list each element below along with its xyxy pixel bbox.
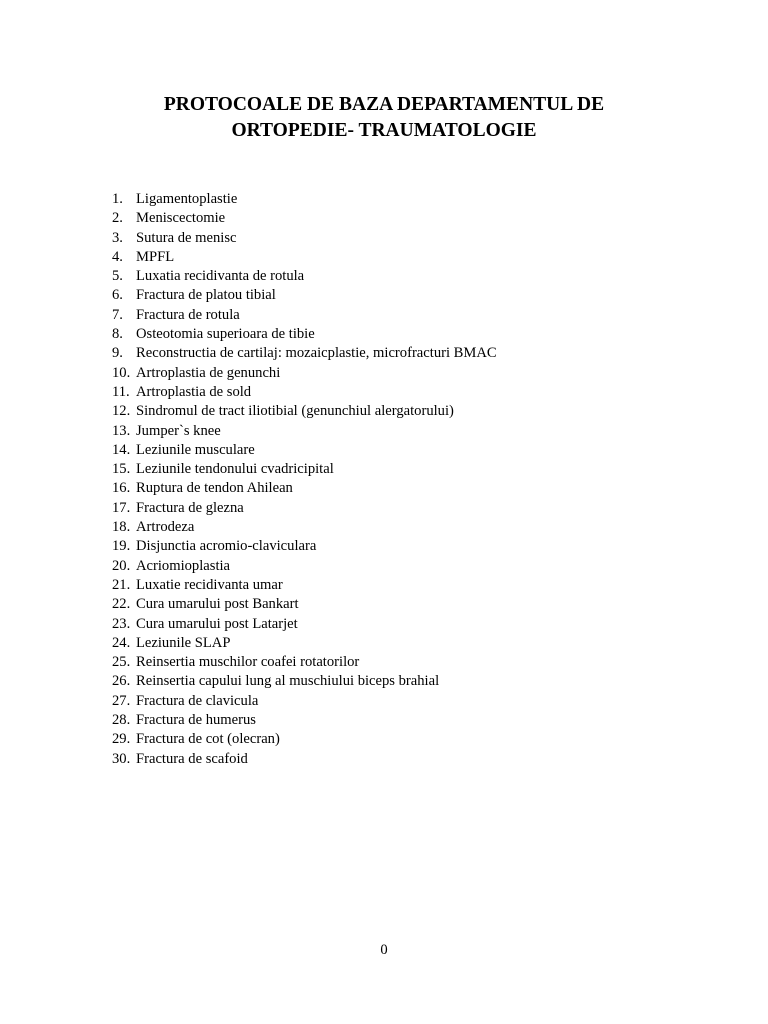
list-item [112,479,497,498]
list-item-number: 4. [112,248,123,265]
list-item-text: Fractura de clavicula [136,692,259,709]
list-item [112,267,497,286]
list-item [112,499,497,518]
page-number: 0 [380,942,388,958]
list-item [112,692,497,711]
list-item-text: Luxatie recidivanta umar [136,576,283,593]
list-item-text: Fractura de scafoid [136,750,248,767]
list-item [112,286,497,305]
list-item-number: 22. [112,596,131,613]
list-item [112,306,497,325]
list-item-number: 16. [112,480,131,497]
list-item-number: 20. [112,557,131,574]
list-item [112,634,497,653]
list-item [112,402,497,421]
list-item-text: Fractura de rotula [136,306,240,323]
list-item [112,711,497,730]
title-line-2: ORTOPEDIE- TRAUMATOLOGIE [231,120,537,141]
title-line-1: PROTOCOALE DE BAZA DEPARTAMENTUL DE [163,94,605,115]
list-item-number: 24. [112,634,131,651]
list-item-number: 7. [112,306,123,323]
list-item-text: Cura umarului post Latarjet [136,615,298,632]
list-item-text: Disjunctia acromio-claviculara [136,538,317,555]
list-item [112,364,497,383]
list-item-text: Leziunile musculare [136,441,255,458]
list-item-number: 8. [112,326,123,343]
list-item [112,750,497,769]
list-item-text: Artroplastia de sold [136,383,252,400]
list-item-text: Luxatia recidivanta de rotula [136,268,305,285]
list-item [112,518,497,537]
list-item-number: 26. [112,673,131,690]
list-item-number: 3. [112,229,123,246]
list-item-number: 12. [112,403,131,420]
list-item-text: Reconstructia de cartilaj: mozaicplastie, microfracturi BMAC [136,345,497,362]
list-item-text: Fractura de platou tibial [136,287,276,304]
list-item-number: 13. [112,422,131,439]
list-item [112,672,497,691]
protocol-list [112,190,497,769]
list-item-text: Sutura de menisc [136,229,237,246]
list-item-text: Osteotomia superioara de tibie [136,326,315,343]
list-item [112,344,497,363]
list-item-number: 30. [112,750,131,767]
list-item [112,248,497,267]
list-item-text: Fractura de cot (olecran) [136,731,280,748]
list-item-number: 15. [112,461,131,478]
list-item [112,422,497,441]
list-item-number: 14. [112,441,131,458]
list-item-text: Ruptura de tendon Ahilean [136,480,293,497]
list-item-number: 23. [112,615,131,632]
list-item-text: Artrodeza [136,519,195,536]
list-item-number: 25. [112,654,131,671]
list-item [112,537,497,556]
list-item-number: 11. [112,383,130,400]
list-item [112,615,497,634]
list-item-number: 6. [112,287,123,304]
list-item-text: Jumper`s knee [136,422,221,439]
list-item-number: 10. [112,364,131,381]
list-item-text: Reinsertia muschilor coafei rotatorilor [136,654,360,671]
list-item [112,209,497,228]
list-item-text: Ligamentoplastie [136,191,238,207]
list-item-number: 17. [112,499,131,516]
list-item-text: Leziunile SLAP [136,634,231,651]
list-item [112,460,497,479]
list-item-number: 19. [112,538,131,555]
list-item [112,383,497,402]
list-item [112,190,497,209]
list-item-text: Sindromul de tract iliotibial (genunchiul alergatorului) [136,403,454,420]
list-item-number: 2. [112,210,123,227]
list-item-text: Acriomioplastia [136,557,231,574]
list-item-number: 27. [112,692,131,709]
list-item-number: 29. [112,731,131,748]
list-item [112,229,497,248]
list-item [112,441,497,460]
list-item [112,653,497,672]
list-item-number: 21. [112,576,131,593]
list-item-text: Fractura de humerus [136,712,256,729]
list-item-number: 28. [112,712,131,729]
list-item [112,595,497,614]
list-item [112,325,497,344]
page-title [0,92,768,144]
list-item-number: 18. [112,519,131,536]
list-item-text: Artroplastia de genunchi [136,364,281,381]
list-item [112,576,497,595]
list-item-number: 9. [112,345,123,362]
list-item-text: Reinsertia capului lung al muschiului biceps brahial [136,673,440,690]
list-item [112,557,497,576]
list-item-number: 1. [112,191,123,207]
list-item-text: Fractura de glezna [136,499,244,516]
list-item-text: Meniscectomie [136,210,226,227]
list-item-text: MPFL [136,248,175,265]
list-item-text: Leziunile tendonului cvadricipital [136,461,334,478]
list-item-number: 5. [112,268,123,285]
list-item [112,730,497,749]
list-item-text: Cura umarului post Bankart [136,596,299,613]
